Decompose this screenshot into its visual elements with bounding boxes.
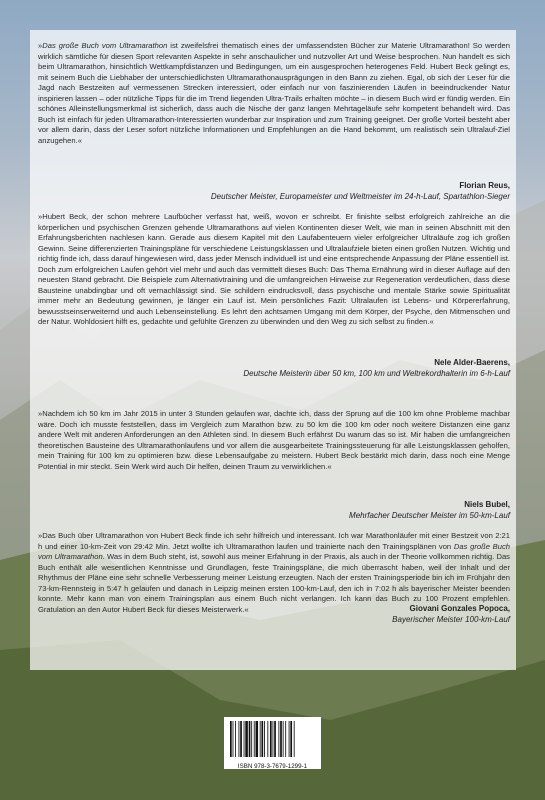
barcode-bar — [290, 721, 292, 757]
quote-segment: »Nachdem ich 50 km im Jahr 2015 in unter 3 Stunden gelaufen war, dachte ich, dass der Sprung auf die 100 km ohne Probleme machbar wäre. Doch ich musste feststellen, dass im Vergleich zum Marathon bzw. zu 50 km die 100 km oder noch weitere Distanzen eine ganz andere Welt mit anderen Anforderungen an den Athleten sind. In diesem Buch erfährst Du warum das so ist. Mir haben die umfangreichen theoretischen Bausteine des Ultramarathonlaufens und vor allem die ausgearbeitete Trainingssteuerung für alle Leistungsklassen geholfen, mein Training für 100 km zu optimieren bzw. diese Lebensaufgabe zu meistern. Hubert Beck bestärkt mich darin, dass noch eine Menge Potential in mir steckt. Sein Werk wird auch Dir helfen, deinen Traum zu verwirklichen.« — [38, 409, 510, 471]
author-name: Giovani Gonzales Popoca, — [409, 604, 510, 613]
author-role: Deutscher Meister, Europameister und Weltmeister im 24-h-Lauf, Spartathlon-Sieger — [210, 192, 510, 201]
barcode-bar — [270, 721, 272, 757]
barcode-bar — [280, 721, 282, 757]
barcode-bar — [278, 721, 279, 757]
author-name: Niels Bubel, — [464, 500, 510, 509]
author-role: Bayerischer Meister 100-km-Lauf — [392, 615, 510, 624]
quote-segment: »Hubert Beck, der schon mehrere Laufbücher verfasst hat, weiß, wovon er schreibt. Er finishte selbst erfolgreich zahlreiche an die körperlichen und psychischen Grenzen gehende Ultramarathons auf vielen Kontinenten dieser Welt, wie man in seinen Abschnitt mit den Erfahrungsberichten nachlesen kann. Gerade aus diesem Kapitel mit den Laufabenteuern vieler erfolgreicher Ultraläufe zog ich großen Gewinn. Seine differenzierten Trainingspläne für verschiedene Leistungsklassen und Ultralaufziele bieten einen großen Nutzen. Wichtig und richtig finde ich, dass darauf hingewiesen wird, dass jeder Mensch individuell ist und eine entsprechende Anpassung der Pläne essentiell ist. Doch zum erfolgreichen Laufen gehört viel mehr und auch das vermittelt dieses Buch: Das Thema Ernährung wird in dieser Auflage auf den neuesten Stand gebracht. Die Beispiele zum Alternativtraining und die umfangreichen Hinweise zur Regeneration verdeutlichen, dass diese Bausteine unabdingbar und oft vernachlässigt sind. Sie schildern eindrucksvoll, dass psychische und mentale Stärke sowie Spiritualität immer mehr an Bedeutung gewinnen, je länger ein Lauf ist. Mein persönliches Fazit: Ultralaufen ist Lebens- und Körpererfahrung, bewusstseinserweiternd und auch Lebenseinstellung. Es lehrt den achtsamen Umgang mit dem Körper, der Psyche, den Mitmenschen und der Natur. Wohldosiert hilft es, gedachte und gefühlte Grenzen zu überwinden und den Weg zu sich selbst zu finden.« — [38, 212, 510, 327]
barcode-bar — [256, 721, 259, 757]
testimonial-2-text — [38, 212, 510, 328]
author-role: Deutsche Meisterin über 50 km, 100 km und Weltrekordhalterin im 6-h-Lauf — [243, 369, 510, 378]
barcode-bar — [261, 721, 263, 757]
barcode-bar — [244, 721, 245, 757]
barcode-bar — [245, 721, 248, 757]
testimonial-1-text — [38, 41, 510, 146]
quote-segment: ist zweifelsfrei thematisch eines der umfassendsten Bücher zur Materie Ultramarathon! So werden wirklich sämtliche für diesen Sport relevanten Aspekte in sehr anschaulicher und nutzvoller Art und Weise besprochen. Nun handelt es sich beim Ultramarathon, hinsichtlich Wettkampfdistanzen und Bedingungen, um ein ausgesprochen heterogenes Feld. Hubert Beck gelingt es, mit seinem Buch die Liebhaber der unterschiedlichsten Ultramarathonausprägungen in den Bann zu ziehen. Egal, ob sich der Leser für die Jagd nach Bestzeiten auf vermessenen Strecken interessiert, oder einfach nur von faszinierenden Läufen in beeindruckender Natur inspirieren lassen – oder nützliche Tipps für die im Trend liegenden Ultra-Trails erhalten möchte – in diesem Buch wird er fündig werden. Ein schönes Alleinstellungsmerkmal ist sicherlich, dass auch die Nische der ganz langen Mehrtageläufe sehr kompetent behandelt wird. Das Buch ist einfach für jeden Ultramarathon-Interessierten wunderbar zur Inspiration und zum Training geeignet. Der große Vorteil besteht aber vor allem darin, dass der Leser sofort nützliche Informationen und Empfehlungen an die Hand bekommt, um realistisch sein Ultralauf-Ziel anzugehen.« — [38, 41, 510, 145]
barcode-bar — [254, 721, 255, 757]
barcode-bar — [294, 721, 295, 757]
testimonial-1-author — [38, 180, 510, 202]
book-title: Das große Buch vom Ultramarathon — [38, 541, 510, 562]
barcode-bar — [273, 721, 274, 757]
barcode-bar — [249, 721, 251, 757]
barcode-bar — [239, 721, 240, 757]
author-role: Mehrfacher Deutscher Meister im 50-km-Lauf — [349, 511, 510, 520]
author-name: Florian Reus, — [459, 181, 510, 190]
barcode-bar — [274, 721, 276, 757]
testimonial-3-author — [38, 499, 510, 521]
testimonial-2-author — [38, 357, 510, 379]
quote-segment: »Das Buch über Ultramarathon von Hubert Beck finde ich sehr hilfreich und interessant. Ich war Marathonläufer mit einer Bestzeit von 2:21 h und einer 10-km-Zeit von 29:42 Min. Jetzt wollte ich Ultramarathon laufen und trainierte nach den Trainingsplänen von — [38, 531, 510, 551]
barcode-bar — [230, 721, 232, 757]
barcode-bar — [260, 721, 261, 757]
barcode-bar — [251, 721, 252, 757]
testimonial-4-author — [38, 603, 510, 625]
testimonial-3-text — [38, 409, 510, 472]
author-name: Nele Alder-Baerens, — [434, 358, 510, 367]
quote-segment: » — [38, 41, 43, 50]
isbn-number: ISBN 978-3-7679-1299-1 — [237, 763, 308, 770]
barcode-bar — [289, 721, 290, 757]
barcode-bar — [267, 721, 268, 757]
barcode-bar — [264, 721, 265, 757]
barcode-bars — [230, 721, 315, 757]
barcode-bar — [240, 721, 242, 757]
quote-segment: . Was in dem Buch steht, ist, sowohl aus meiner Erfahrung in der Praxis, als auch in der Theorie vollkommen richtig. Das Buch enthält alle wesentlichen Kenntnisse und Grundlagen, feste Trainingspläne, die mich überrascht haben, weil der Inhalt und der Rhythmus der Pläne eine sehr schnelle Verbesserung meiner Leistung erzeugten. Nach der ersten Trainingsperiode bin ich im Frühjahr den 73-km-Rennsteig in 5:47 h gelaufen und danach in Leipzig meinen ersten 100-km-Lauf, den ich in 7:02 h als bayerischer Meister beenden konnte. Mehr kann man von einem Trainingsplan aus einem Buch nicht verlangen. Ich kann das Buch zu 100 Prozent empfehlen. Gratulation an den Autor Hubert Beck für dieses Meisterwerk.« — [38, 552, 510, 614]
barcode-bar — [285, 721, 286, 757]
book-title: Das große Buch vom Ultramarathon — [42, 41, 168, 50]
isbn-barcode — [224, 717, 321, 769]
barcode-bar — [283, 721, 284, 757]
barcode-bar — [235, 721, 236, 757]
barcode-bar — [233, 721, 234, 757]
